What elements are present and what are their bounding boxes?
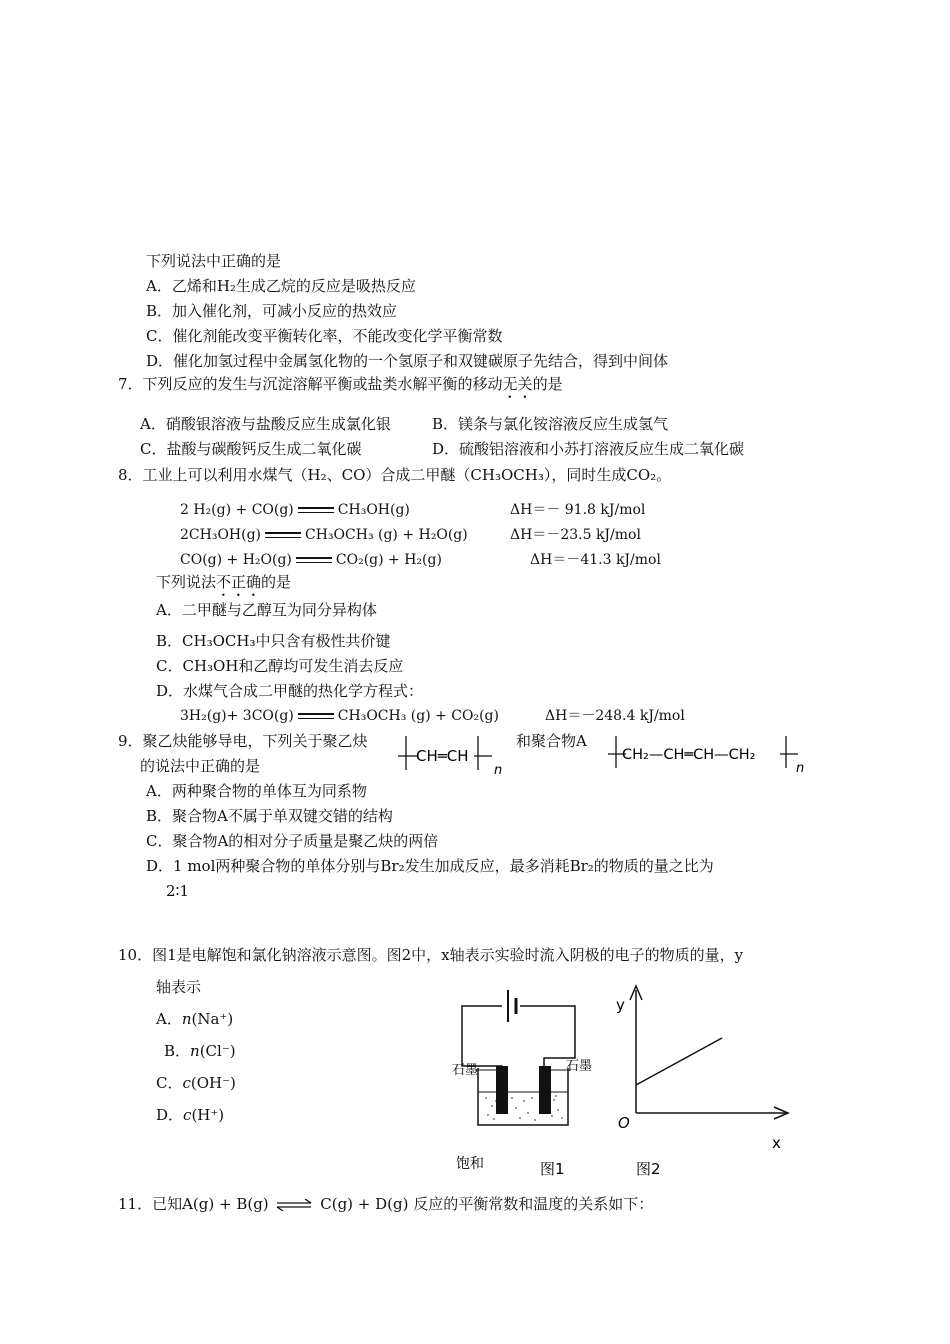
q8-reaction-3-dh: ΔH＝－41.3 kJ/mol	[530, 552, 661, 568]
q6-option-b: B．加入催化剂，可减小反应的热效应	[146, 302, 398, 320]
q10-option-b: B．n(Cl⁻)	[164, 1042, 236, 1060]
q8-stem: 8．工业上可以利用水煤气（H₂、CO）合成二甲醚（CH₃OCH₃），同时生成CO₂。	[118, 466, 672, 484]
q6-option-d: D．催化加氢过程中金属氢化物的一个氢原子和双键碳原子先结合，得到中间体	[146, 352, 669, 370]
polymer-a-formula: CH₂—CH═CH—CH₂	[622, 747, 756, 763]
q9-stem-mid: 和聚合物A	[516, 732, 587, 750]
equilibrium-arrow-icon	[275, 1199, 313, 1211]
q10-option-d: D．c(H⁺)	[156, 1106, 225, 1124]
q7-option-a: A．硝酸银溶液与盐酸反应生成氯化银	[140, 415, 391, 433]
q8-option-b: B．CH₃OCH₃中只含有极性共价键	[156, 632, 391, 650]
data-line	[636, 1038, 722, 1085]
beaker-icon	[478, 1068, 568, 1125]
equal-sign-icon	[298, 712, 334, 720]
right-graphite-electrode	[539, 1066, 551, 1114]
q7-option-b: B．镁条与氯化铵溶液反应生成氢气	[432, 415, 669, 433]
q10-option-c: C．c(OH⁻)	[156, 1074, 236, 1092]
q6-option-c: C．催化剂能改变平衡转化率，不能改变化学平衡常数	[146, 327, 503, 345]
q8-option-a: A．二甲醚与乙醇互为同分异构体	[156, 601, 377, 619]
figure-1-electrolysis-diagram	[440, 968, 610, 1183]
repeat-n-label: n	[796, 761, 805, 776]
q9-stem-2: 的说法中正确的是	[140, 757, 261, 775]
q9-option-d-ratio: 2∶1	[166, 882, 189, 900]
x-axis-label: x	[772, 1134, 781, 1152]
polyacetylene-structure	[394, 730, 510, 776]
origin-label: O	[618, 1114, 630, 1132]
figure-2-graph	[610, 980, 800, 1180]
q9-option-b: B．聚合物A不属于单双键交错的结构	[146, 807, 393, 825]
q9-stem-1: 9．聚乙炔能够导电，下列关于聚乙炔	[118, 732, 368, 750]
q10-option-a: A．n(Na⁺)	[156, 1010, 234, 1028]
polymer-a-structure	[604, 730, 816, 776]
q8-reaction-3: CO(g) + H₂O(g) CO₂(g) + H₂(g)	[180, 552, 442, 568]
q9-option-d: D．1 mol两种聚合物的单体分别与Br₂发生加成反应，最多消耗Br₂的物质的量之比为	[146, 857, 714, 875]
q8-reaction-2: 2CH₃OH(g) CH₃OCH₃ (g) + H₂O(g)	[180, 527, 468, 543]
q6-prompt: 下列说法中正确的是	[146, 252, 282, 270]
q7-option-d: D．硫酸铝溶液和小苏打溶液反应生成二氧化碳	[432, 440, 745, 458]
equal-sign-icon	[296, 556, 332, 564]
q7-option-c: C．盐酸与碳酸钙反生成二氧化碳	[140, 440, 362, 458]
q8-reaction-1-dh: ΔH＝－ 91.8 kJ/mol	[510, 502, 646, 518]
q9-option-a: A．两种聚合物的单体互为同系物	[146, 782, 367, 800]
equal-sign-icon	[298, 506, 334, 514]
q8-option-c: C．CH₃OH和乙醇均可发生消去反应	[156, 657, 404, 675]
q8-option-d-equation: 3H₂(g)+ 3CO(g) CH₃OCH₃ (g) + CO₂(g)	[180, 708, 499, 724]
q10-stem: 10．图1是电解饱和氯化钠溶液示意图。图2中，x轴表示实验时流入阴极的电子的物质的量，y	[118, 946, 744, 964]
left-electrode-label: 石墨	[452, 1063, 479, 1078]
q11-stem: 11．已知A(g) + B(g) C(g) + D(g) 反应的平衡常数和温度的关系如下：	[118, 1195, 654, 1213]
right-electrode-label: 石墨	[566, 1059, 593, 1074]
solution-caption: 饱和	[456, 1156, 484, 1172]
q7-stem: 7．下列反应的发生与沉淀溶解平衡或盐类水解平衡的移动无关的是	[118, 375, 563, 393]
q6-option-a: A．乙烯和H₂生成乙烷的反应是吸热反应	[146, 277, 416, 295]
figure-1-label: 图1	[540, 1160, 565, 1178]
polyacetylene-formula: CH═CH	[416, 747, 469, 765]
left-graphite-electrode	[496, 1066, 508, 1114]
q8-reaction-2-dh: ΔH＝－23.5 kJ/mol	[510, 527, 641, 543]
q8-prompt: 下列说法不正确的是	[156, 573, 292, 591]
q8-reaction-1: 2 H₂(g) + CO(g) CH₃OH(g)	[180, 502, 410, 518]
repeat-n-label: n	[494, 763, 503, 776]
figure-2-label: 图2	[636, 1160, 661, 1178]
y-axis-label: y	[616, 996, 625, 1014]
q8-option-d: D．水煤气合成二甲醚的热化学方程式：	[156, 682, 424, 700]
equal-sign-icon	[265, 531, 301, 539]
q8-option-d-dh: ΔH＝－248.4 kJ/mol	[545, 708, 685, 724]
q9-option-c: C．聚合物A的相对分子质量是聚乙炔的两倍	[146, 832, 439, 850]
q10-stem-2: 轴表示	[156, 978, 202, 996]
